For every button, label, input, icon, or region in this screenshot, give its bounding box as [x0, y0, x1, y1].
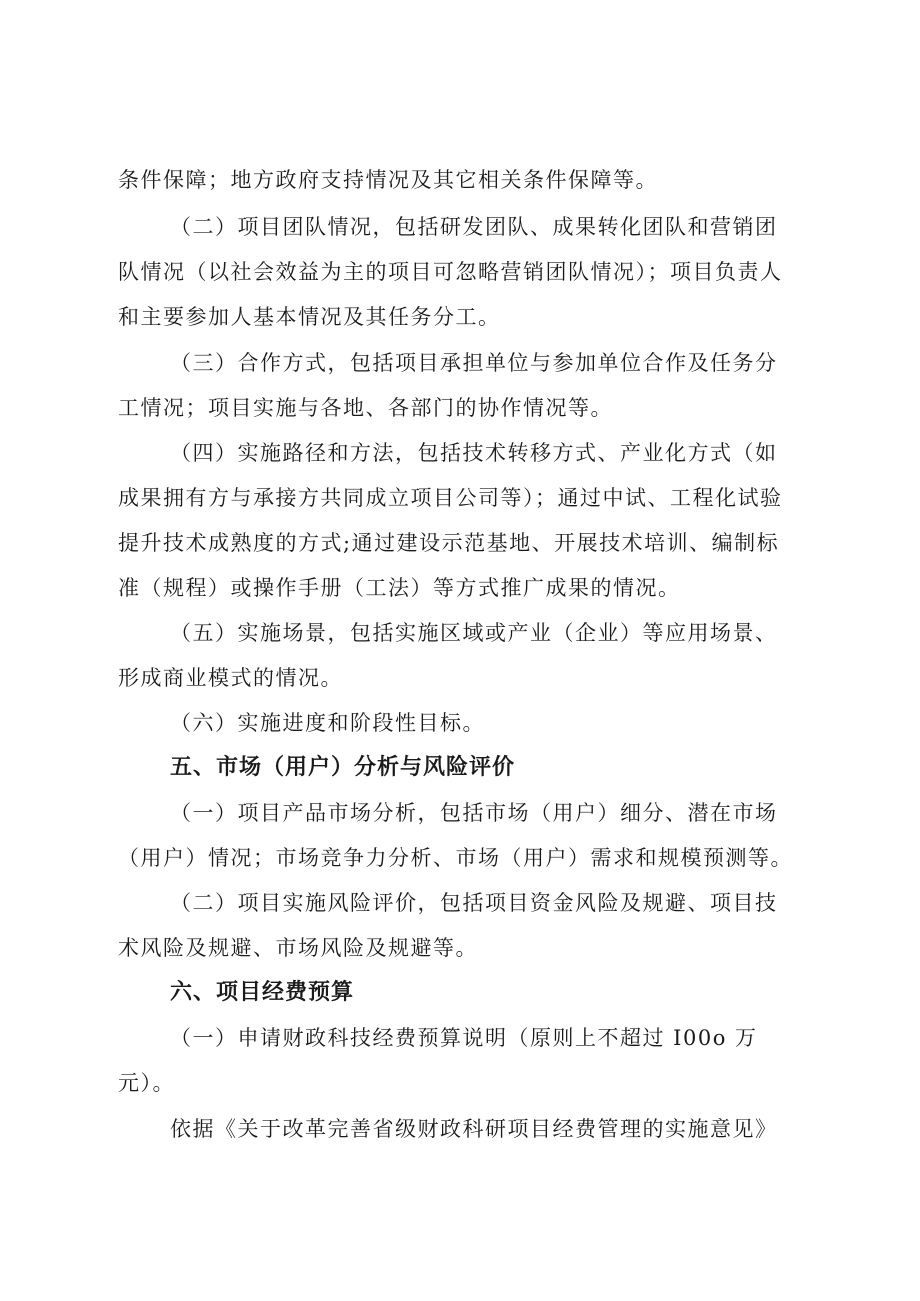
paragraph-line: 术风险及规避、市场风险及规避等。: [118, 936, 478, 960]
paragraph-line: （四）实施路径和方法，包括技术转移方式、产业化方式（如: [170, 441, 778, 465]
section-heading: 五、市场（用户）分析与风险评价: [170, 755, 516, 780]
section-heading: 六、项目经费预算: [170, 980, 355, 1005]
paragraph-line: 形成商业模式的情况。: [118, 666, 343, 690]
paragraph-line: 工情况；项目实施与各地、各部门的协作情况等。: [118, 396, 613, 420]
paragraph-line: （用户）情况；市场竞争力分析、市场（用户）需求和规模预测等。: [118, 846, 793, 870]
paragraph-line: 和主要参加人基本情况及其任务分工。: [118, 305, 501, 329]
paragraph-line: 条件保障；地方政府支持情况及其它相关条件保障等。: [118, 168, 658, 192]
paragraph-line: 依据《关于改革完善省级财政科研项目经费管理的实施意见》: [170, 1117, 778, 1141]
paragraph-line: 成果拥有方与承接方共同成立项目公司等）；通过中试、工程化试验: [118, 486, 783, 510]
paragraph-line: （二）项目团队情况，包括研发团队、成果转化团队和营销团: [170, 215, 778, 239]
paragraph-line: （二）项目实施风险评价，包括项目资金风险及规避、项目技: [170, 891, 778, 915]
paragraph-line: （一）申请财政科技经费预算说明（原则上不超过 I00o 万: [170, 1026, 758, 1050]
paragraph-line: 准（规程）或操作手册（工法）等方式推广成果的情况。: [118, 576, 681, 600]
paragraph-line: （五）实施场景，包括实施区域或产业（企业）等应用场景、: [170, 621, 778, 645]
paragraph-line: 队情况（以社会效益为主的项目可忽略营销团队情况）；项目负责人: [118, 260, 783, 284]
paragraph-line: （一）项目产品市场分析，包括市场（用户）细分、潜在市场: [170, 801, 778, 825]
paragraph-line: （六）实施进度和阶段性目标。: [170, 711, 485, 735]
paragraph-line: 元）。: [118, 1071, 175, 1095]
paragraph-line: 提升技术成熟度的方式;通过建设示范基地、开展技术培训、编制标: [118, 531, 780, 555]
paragraph-line: （三）合作方式，包括项目承担单位与参加单位合作及任务分: [170, 351, 778, 375]
